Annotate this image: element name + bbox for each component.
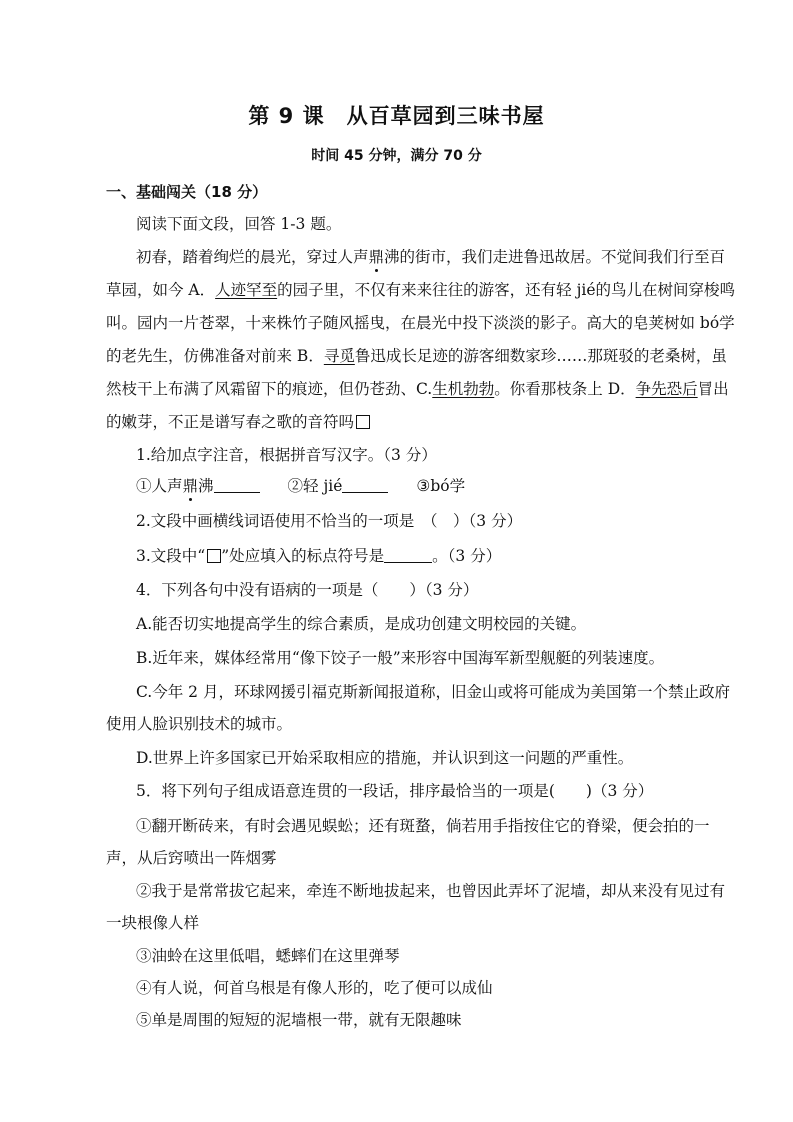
question-4-option-b: B.近年来，媒体经常用“像下饺子一般”来形容中国海军新型舰艇的列装速度。 (136, 649, 665, 667)
question-1-answers: ①人声鼎沸 ②轻 jié ③bó学 (136, 477, 466, 495)
underlined-phrase-b: 寻觅 (323, 347, 355, 365)
sentence-3: ③油蛉在这里低唱，蟋蟀们在这里弹琴 (136, 947, 400, 965)
sentence-5: ⑤单是周围的短短的泥墙根一带，就有无限趣味 (136, 1011, 462, 1029)
answer-blank-3[interactable] (384, 546, 432, 563)
sentence-1: ①翻开断砖来，有时会遇见蜈蚣；还有斑蝥，倘若用手指按住它的脊梁，便会拍的一 (136, 817, 710, 835)
answer-blank-1[interactable] (214, 476, 260, 493)
lesson-title: 第 9 课 从百草园到三味书屋 (248, 104, 545, 128)
instruction: 阅读下面文段，回答 1-3 题。 (136, 215, 342, 233)
section-heading: 一、基础闯关（18 分） (106, 183, 268, 201)
question-4-option-d: D.世界上许多国家已开始采取相应的措施，并认识到这一问题的严重性。 (136, 749, 634, 767)
passage-line-4: 的老先生，仿佛准备对前来 B．寻觅鲁迅成长足迹的游客细数家珍……那斑驳的老桑树，虽 (106, 347, 727, 365)
sentence-2: ②我于是常常拔它起来，牵连不断地拔起来，也曾因此弄坏了泥墙，却从来没有见过有 (136, 882, 726, 900)
answer-blank-2[interactable] (342, 476, 388, 493)
punctuation-box-icon (207, 549, 221, 563)
time-score-subtitle: 时间 45 分钟，满分 70 分 (311, 148, 482, 164)
sentence-4: ④有人说，何首乌根是有像人形的，吃了便可以成仙 (136, 979, 493, 997)
sentence-1-cont: 声，从后窍喷出一阵烟雾 (106, 849, 277, 867)
question-4-option-c-cont: 使用人脸识别技术的城市。 (106, 715, 293, 733)
passage-line-5: 然枝干上布满了风霜留下的痕迹，但仍苍劲、C.生机勃勃。你看那枝条上 D．争先恐后冒出 (106, 380, 729, 398)
question-1-stem: 1.给加点字注音，根据拼音写汉字。（3 分） (136, 446, 437, 464)
passage-line-3: 叫。园内一片苍翠，十来株竹子随风摇曳，在晨光中投下淡淡的影子。高大的皂荚树如 bó学 (106, 314, 735, 332)
punctuation-blank-box (356, 415, 370, 429)
sentence-2-cont: 一块根像人样 (106, 914, 200, 932)
question-2: 2.文段中画横线词语使用不恰当的一项是 （ ）（3 分） (136, 512, 523, 530)
question-4-stem: 4．下列各句中没有语病的一项是（ ）（3 分） (136, 581, 479, 599)
dotted-char: 鼎 (182, 477, 199, 495)
passage-line-6: 的嫩芽，不正是谱写春之歌的音符吗 (106, 412, 370, 432)
underlined-phrase-d: 争先恐后 (635, 380, 698, 398)
question-5-stem: 5．将下列句子组成语意连贯的一段话，排序最恰当的一项是( )（3 分） (136, 782, 654, 800)
question-4-option-c: C.今年 2 月，环球网援引福克斯新闻报道称，旧金山或将可能成为美国第一个禁止政府 (136, 683, 730, 701)
question-4-option-a: A.能否切实地提高学生的综合素质，是成功创建文明校园的关键。 (136, 615, 587, 633)
underlined-phrase-a: 人迹罕至 (215, 281, 278, 299)
passage-line-2: 草园，如今 A．人迹罕至的园子里，不仅有来来往往的游客，还有轻 jié的鸟儿在树间穿梭鸣 (106, 281, 736, 299)
question-3: 3.文段中“ ”处应填入的标点符号是 。（3 分） (136, 547, 502, 565)
underlined-phrase-c: 生机勃勃 (432, 380, 495, 398)
dotted-char: 鼎 (368, 248, 385, 266)
passage-line-1: 初春，踏着绚烂的晨光，穿过人声鼎沸的街市，我们走进鲁迅故居。不觉间我们行至百 (136, 248, 726, 266)
